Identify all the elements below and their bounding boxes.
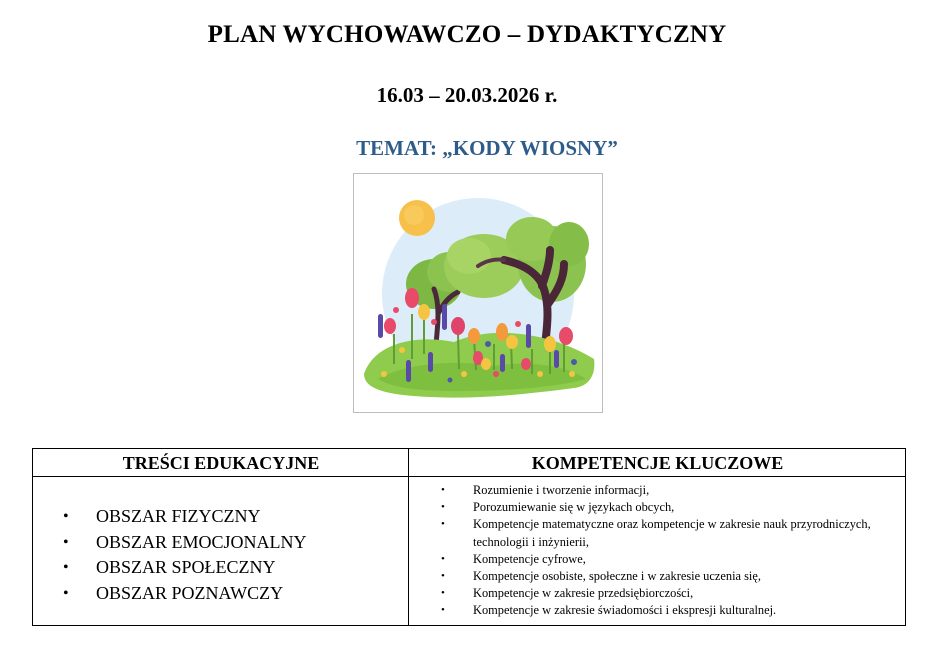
list-item bbox=[410, 499, 900, 516]
competence-label: Kompetencje w zakresie świadomości i ekspresji kulturalnej. bbox=[473, 603, 777, 618]
bullet-icon: • bbox=[441, 518, 445, 531]
area-label: OBSZAR FIZYCZNY bbox=[96, 506, 261, 526]
list-item bbox=[410, 602, 900, 619]
list-item bbox=[33, 581, 409, 607]
bullet-icon: • bbox=[441, 552, 445, 565]
list-item bbox=[33, 504, 409, 530]
list-item bbox=[410, 516, 900, 550]
bullet-icon: • bbox=[63, 584, 69, 602]
bullet-icon: • bbox=[441, 501, 445, 514]
competence-label: Kompetencje cyfrowe, bbox=[473, 551, 586, 566]
competence-label: Porozumiewanie się w językach obcych, bbox=[473, 500, 675, 515]
area-label: OBSZAR EMOCJONALNY bbox=[96, 531, 307, 552]
date-range: 16.03 – 20.03.2026 r. bbox=[376, 83, 558, 107]
bullet-icon: • bbox=[441, 604, 445, 617]
competence-label: Kompetencje matematyczne oraz kompetencje w zakresie nauk przyrodniczych, technologii i inżynierii, bbox=[473, 517, 871, 549]
list-item bbox=[410, 482, 900, 499]
bullet-icon: • bbox=[63, 533, 69, 551]
key-competences-list bbox=[410, 482, 900, 620]
competence-label: Kompetencje w zakresie przedsiębiorczości, bbox=[473, 586, 694, 601]
list-item bbox=[410, 551, 900, 568]
plan-table bbox=[32, 448, 906, 626]
area-label: OBSZAR POZNAWCZY bbox=[96, 582, 284, 603]
header-key-competences: KOMPETENCJE KLUCZOWE bbox=[531, 453, 784, 473]
area-label: OBSZAR SPOŁECZNY bbox=[96, 557, 276, 577]
list-item bbox=[33, 555, 409, 581]
competence-label: Rozumienie i tworzenie informacji, bbox=[473, 483, 650, 497]
list-item bbox=[410, 568, 900, 585]
header-educational-content: TREŚCI EDUKACYJNE bbox=[122, 453, 320, 473]
bullet-icon: • bbox=[63, 508, 69, 525]
header-divider bbox=[33, 476, 905, 477]
spring-illustration-icon bbox=[354, 174, 602, 412]
bullet-icon: • bbox=[441, 587, 445, 600]
bullet-icon: • bbox=[441, 570, 445, 583]
list-item bbox=[410, 585, 900, 602]
document-title: PLAN WYCHOWAWCZO – DYDAKTYCZNY bbox=[207, 21, 727, 48]
bullet-icon: • bbox=[63, 559, 69, 576]
competence-label: Kompetencje osobiste, społeczne i w zakresie uczenia się, bbox=[473, 569, 761, 584]
bullet-icon: • bbox=[441, 484, 445, 496]
list-item bbox=[33, 530, 409, 556]
educational-areas-list bbox=[33, 504, 409, 606]
spring-meadow-illustration bbox=[353, 173, 603, 413]
topic-heading: TEMAT: „KODY WIOSNY” bbox=[356, 136, 618, 160]
